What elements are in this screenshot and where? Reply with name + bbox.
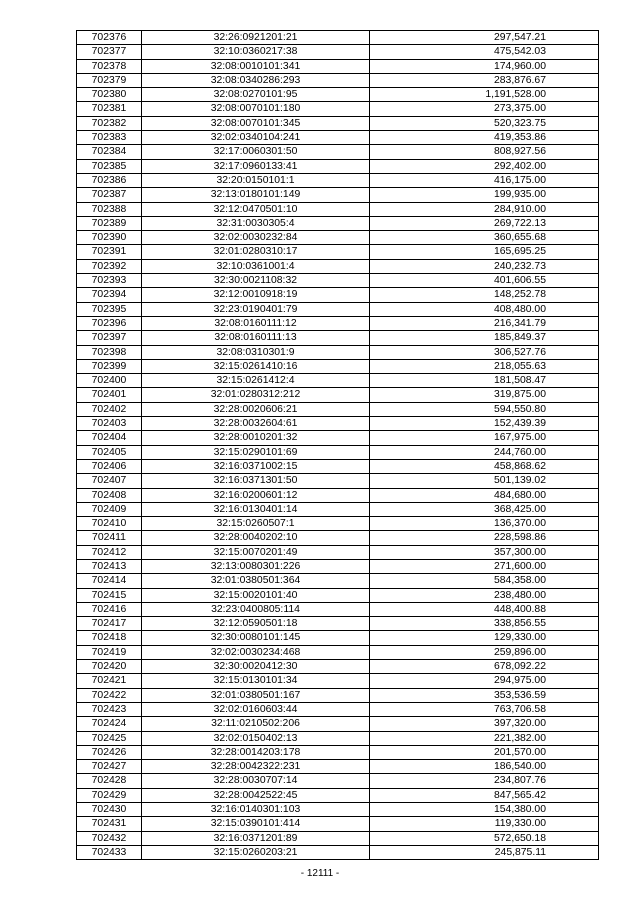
table-row bbox=[77, 388, 599, 402]
amount-cell: 136,370.00 bbox=[370, 517, 599, 531]
record-id-cell: 702396 bbox=[77, 316, 142, 330]
record-id-cell: 702417 bbox=[77, 617, 142, 631]
cadastral-number-cell: 32:12:0010918:19 bbox=[142, 288, 370, 302]
cadastral-number-cell: 32:12:0470501:10 bbox=[142, 202, 370, 216]
table-row bbox=[77, 131, 599, 145]
amount-cell: 458,868.62 bbox=[370, 459, 599, 473]
record-id-cell: 702390 bbox=[77, 231, 142, 245]
record-id-cell: 702412 bbox=[77, 545, 142, 559]
table-row bbox=[77, 102, 599, 116]
cadastral-number-cell: 32:28:0032604:61 bbox=[142, 417, 370, 431]
table-row bbox=[77, 488, 599, 502]
cadastral-number-cell: 32:30:0080101:145 bbox=[142, 631, 370, 645]
cadastral-number-cell: 32:08:0160111:13 bbox=[142, 331, 370, 345]
amount-cell: 520,323.75 bbox=[370, 116, 599, 130]
record-id-cell: 702386 bbox=[77, 173, 142, 187]
table-row bbox=[77, 502, 599, 516]
table-row bbox=[77, 645, 599, 659]
table-row bbox=[77, 216, 599, 230]
cadastral-number-cell: 32:01:0280310:17 bbox=[142, 245, 370, 259]
table-row bbox=[77, 717, 599, 731]
amount-cell: 174,960.00 bbox=[370, 59, 599, 73]
cadastral-number-cell: 32:10:0360217:38 bbox=[142, 45, 370, 59]
amount-cell: 297,547.21 bbox=[370, 31, 599, 45]
cadastral-number-cell: 32:08:0010101:341 bbox=[142, 59, 370, 73]
table-row bbox=[77, 817, 599, 831]
record-id-cell: 702398 bbox=[77, 345, 142, 359]
record-id-cell: 702401 bbox=[77, 388, 142, 402]
record-id-cell: 702426 bbox=[77, 745, 142, 759]
table-row bbox=[77, 631, 599, 645]
table-row bbox=[77, 316, 599, 330]
record-id-cell: 702408 bbox=[77, 488, 142, 502]
record-id-cell: 702404 bbox=[77, 431, 142, 445]
cadastral-number-cell: 32:17:0060301:50 bbox=[142, 145, 370, 159]
cadastral-number-cell: 32:16:0140301:103 bbox=[142, 803, 370, 817]
record-id-cell: 702428 bbox=[77, 774, 142, 788]
table-row bbox=[77, 803, 599, 817]
cadastral-number-cell: 32:28:0040202:10 bbox=[142, 531, 370, 545]
amount-cell: 475,542.03 bbox=[370, 45, 599, 59]
amount-cell: 397,320.00 bbox=[370, 717, 599, 731]
amount-cell: 484,680.00 bbox=[370, 488, 599, 502]
table-row bbox=[77, 188, 599, 202]
record-id-cell: 702431 bbox=[77, 817, 142, 831]
amount-cell: 238,480.00 bbox=[370, 588, 599, 602]
amount-cell: 353,536.59 bbox=[370, 688, 599, 702]
table-row bbox=[77, 688, 599, 702]
table-row bbox=[77, 173, 599, 187]
amount-cell: 167,975.00 bbox=[370, 431, 599, 445]
table-row bbox=[77, 31, 599, 45]
amount-cell: 234,807.76 bbox=[370, 774, 599, 788]
table-row bbox=[77, 445, 599, 459]
amount-cell: 319,875.00 bbox=[370, 388, 599, 402]
amount-cell: 221,382.00 bbox=[370, 731, 599, 745]
table-row bbox=[77, 845, 599, 859]
table-row bbox=[77, 702, 599, 716]
table-row bbox=[77, 474, 599, 488]
record-id-cell: 702406 bbox=[77, 459, 142, 473]
cadastral-number-cell: 32:15:0290101:69 bbox=[142, 445, 370, 459]
cadastral-number-cell: 32:15:0260507:1 bbox=[142, 517, 370, 531]
table-row bbox=[77, 374, 599, 388]
record-id-cell: 702378 bbox=[77, 59, 142, 73]
table-body bbox=[77, 31, 599, 860]
cadastral-number-cell: 32:30:0021108:32 bbox=[142, 274, 370, 288]
cadastral-number-cell: 32:28:0020606:21 bbox=[142, 402, 370, 416]
amount-cell: 284,910.00 bbox=[370, 202, 599, 216]
record-id-cell: 702384 bbox=[77, 145, 142, 159]
table-row bbox=[77, 259, 599, 273]
record-id-cell: 702421 bbox=[77, 674, 142, 688]
amount-cell: 678,092.22 bbox=[370, 660, 599, 674]
record-id-cell: 702393 bbox=[77, 274, 142, 288]
amount-cell: 216,341.79 bbox=[370, 316, 599, 330]
cadastral-number-cell: 32:08:0160111:12 bbox=[142, 316, 370, 330]
record-id-cell: 702427 bbox=[77, 760, 142, 774]
table-row bbox=[77, 59, 599, 73]
amount-cell: 129,330.00 bbox=[370, 631, 599, 645]
cadastral-number-cell: 32:16:0371301:50 bbox=[142, 474, 370, 488]
cadastral-number-cell: 32:15:0070201:49 bbox=[142, 545, 370, 559]
table-row bbox=[77, 159, 599, 173]
record-id-cell: 702409 bbox=[77, 502, 142, 516]
record-id-cell: 702377 bbox=[77, 45, 142, 59]
cadastral-number-cell: 32:15:0261412:4 bbox=[142, 374, 370, 388]
amount-cell: 401,606.55 bbox=[370, 274, 599, 288]
record-id-cell: 702387 bbox=[77, 188, 142, 202]
table-row bbox=[77, 745, 599, 759]
cadastral-number-cell: 32:23:0400805:114 bbox=[142, 602, 370, 616]
amount-cell: 357,300.00 bbox=[370, 545, 599, 559]
amount-cell: 292,402.00 bbox=[370, 159, 599, 173]
table-row bbox=[77, 145, 599, 159]
table-row bbox=[77, 760, 599, 774]
record-id-cell: 702418 bbox=[77, 631, 142, 645]
cadastral-number-cell: 32:17:0960133:41 bbox=[142, 159, 370, 173]
cadastral-number-cell: 32:16:0130401:14 bbox=[142, 502, 370, 516]
record-id-cell: 702420 bbox=[77, 660, 142, 674]
record-id-cell: 702392 bbox=[77, 259, 142, 273]
table-row bbox=[77, 288, 599, 302]
amount-cell: 419,353.86 bbox=[370, 131, 599, 145]
cadastral-number-cell: 32:02:0340104:241 bbox=[142, 131, 370, 145]
table-row bbox=[77, 545, 599, 559]
record-id-cell: 702382 bbox=[77, 116, 142, 130]
amount-cell: 271,600.00 bbox=[370, 559, 599, 573]
record-id-cell: 702414 bbox=[77, 574, 142, 588]
cadastral-number-cell: 32:30:0020412:30 bbox=[142, 660, 370, 674]
record-id-cell: 702379 bbox=[77, 73, 142, 87]
amount-cell: 240,232.73 bbox=[370, 259, 599, 273]
record-id-cell: 702402 bbox=[77, 402, 142, 416]
record-id-cell: 702416 bbox=[77, 602, 142, 616]
table-row bbox=[77, 73, 599, 87]
table-row bbox=[77, 774, 599, 788]
table-row bbox=[77, 359, 599, 373]
record-id-cell: 702432 bbox=[77, 831, 142, 845]
cadastral-number-cell: 32:01:0380501:167 bbox=[142, 688, 370, 702]
cadastral-number-cell: 32:13:0180101:149 bbox=[142, 188, 370, 202]
cadastral-number-cell: 32:08:0070101:345 bbox=[142, 116, 370, 130]
amount-cell: 416,175.00 bbox=[370, 173, 599, 187]
record-id-cell: 702385 bbox=[77, 159, 142, 173]
cadastral-number-cell: 32:28:0042322:231 bbox=[142, 760, 370, 774]
amount-cell: 594,550.80 bbox=[370, 402, 599, 416]
cadastral-number-cell: 32:15:0261410:16 bbox=[142, 359, 370, 373]
cadastral-number-cell: 32:15:0130101:34 bbox=[142, 674, 370, 688]
record-id-cell: 702395 bbox=[77, 302, 142, 316]
record-id-cell: 702424 bbox=[77, 717, 142, 731]
cadastral-number-cell: 32:01:0380501:364 bbox=[142, 574, 370, 588]
table-row bbox=[77, 617, 599, 631]
amount-cell: 186,540.00 bbox=[370, 760, 599, 774]
table-row bbox=[77, 831, 599, 845]
record-id-cell: 702394 bbox=[77, 288, 142, 302]
table-row bbox=[77, 345, 599, 359]
amount-cell: 119,330.00 bbox=[370, 817, 599, 831]
table-row bbox=[77, 116, 599, 130]
amount-cell: 408,480.00 bbox=[370, 302, 599, 316]
table-row bbox=[77, 517, 599, 531]
cadastral-number-cell: 32:08:0340286:293 bbox=[142, 73, 370, 87]
cadastral-number-cell: 32:01:0280312:212 bbox=[142, 388, 370, 402]
cadastral-number-cell: 32:10:0361001:4 bbox=[142, 259, 370, 273]
page-number: - 12111 - bbox=[300, 868, 340, 879]
table-row bbox=[77, 531, 599, 545]
table-row bbox=[77, 660, 599, 674]
table-row bbox=[77, 402, 599, 416]
cadastral-number-cell: 32:02:0030232:84 bbox=[142, 231, 370, 245]
table-row bbox=[77, 302, 599, 316]
table-row bbox=[77, 88, 599, 102]
cadastral-number-cell: 32:28:0010201:32 bbox=[142, 431, 370, 445]
record-id-cell: 702423 bbox=[77, 702, 142, 716]
record-id-cell: 702400 bbox=[77, 374, 142, 388]
record-id-cell: 702399 bbox=[77, 359, 142, 373]
cadastral-number-cell: 32:15:0260203:21 bbox=[142, 845, 370, 859]
cadastral-number-cell: 32:15:0390101:414 bbox=[142, 817, 370, 831]
record-id-cell: 702419 bbox=[77, 645, 142, 659]
cadastral-values-table bbox=[76, 30, 599, 860]
amount-cell: 199,935.00 bbox=[370, 188, 599, 202]
cadastral-number-cell: 32:31:0030305:4 bbox=[142, 216, 370, 230]
record-id-cell: 702380 bbox=[77, 88, 142, 102]
record-id-cell: 702422 bbox=[77, 688, 142, 702]
table-row bbox=[77, 417, 599, 431]
amount-cell: 306,527.76 bbox=[370, 345, 599, 359]
amount-cell: 763,706.58 bbox=[370, 702, 599, 716]
amount-cell: 847,565.42 bbox=[370, 788, 599, 802]
record-id-cell: 702403 bbox=[77, 417, 142, 431]
record-id-cell: 702425 bbox=[77, 731, 142, 745]
table-row bbox=[77, 731, 599, 745]
cadastral-number-cell: 32:28:0014203:178 bbox=[142, 745, 370, 759]
amount-cell: 228,598.86 bbox=[370, 531, 599, 545]
amount-cell: 1,191,528.00 bbox=[370, 88, 599, 102]
amount-cell: 448,400.88 bbox=[370, 602, 599, 616]
cadastral-number-cell: 32:11:0210502:206 bbox=[142, 717, 370, 731]
amount-cell: 218,055.63 bbox=[370, 359, 599, 373]
cadastral-number-cell: 32:08:0270101:95 bbox=[142, 88, 370, 102]
table-row bbox=[77, 231, 599, 245]
cadastral-number-cell: 32:02:0160603:44 bbox=[142, 702, 370, 716]
table-row bbox=[77, 202, 599, 216]
cadastral-number-cell: 32:13:0080301:226 bbox=[142, 559, 370, 573]
amount-cell: 360,655.68 bbox=[370, 231, 599, 245]
amount-cell: 154,380.00 bbox=[370, 803, 599, 817]
cadastral-number-cell: 32:20:0150101:1 bbox=[142, 173, 370, 187]
amount-cell: 181,508.47 bbox=[370, 374, 599, 388]
record-id-cell: 702407 bbox=[77, 474, 142, 488]
table-row bbox=[77, 459, 599, 473]
cadastral-number-cell: 32:16:0371002:15 bbox=[142, 459, 370, 473]
table-row bbox=[77, 588, 599, 602]
cadastral-number-cell: 32:28:0030707:14 bbox=[142, 774, 370, 788]
amount-cell: 152,439.39 bbox=[370, 417, 599, 431]
amount-cell: 584,358.00 bbox=[370, 574, 599, 588]
record-id-cell: 702429 bbox=[77, 788, 142, 802]
table-row bbox=[77, 674, 599, 688]
amount-cell: 165,695.25 bbox=[370, 245, 599, 259]
cadastral-number-cell: 32:26:0921201:21 bbox=[142, 31, 370, 45]
table-row bbox=[77, 602, 599, 616]
record-id-cell: 702391 bbox=[77, 245, 142, 259]
amount-cell: 269,722.13 bbox=[370, 216, 599, 230]
record-id-cell: 702389 bbox=[77, 216, 142, 230]
cadastral-number-cell: 32:16:0200601:12 bbox=[142, 488, 370, 502]
record-id-cell: 702430 bbox=[77, 803, 142, 817]
record-id-cell: 702376 bbox=[77, 31, 142, 45]
record-id-cell: 702413 bbox=[77, 559, 142, 573]
cadastral-number-cell: 32:28:0042522:45 bbox=[142, 788, 370, 802]
record-id-cell: 702381 bbox=[77, 102, 142, 116]
amount-cell: 201,570.00 bbox=[370, 745, 599, 759]
cadastral-number-cell: 32:08:0070101:180 bbox=[142, 102, 370, 116]
table-row bbox=[77, 788, 599, 802]
record-id-cell: 702433 bbox=[77, 845, 142, 859]
cadastral-number-cell: 32:15:0020101:40 bbox=[142, 588, 370, 602]
cadastral-number-cell: 32:16:0371201:89 bbox=[142, 831, 370, 845]
amount-cell: 338,856.55 bbox=[370, 617, 599, 631]
cadastral-number-cell: 32:08:0310301:9 bbox=[142, 345, 370, 359]
amount-cell: 294,975.00 bbox=[370, 674, 599, 688]
amount-cell: 368,425.00 bbox=[370, 502, 599, 516]
record-id-cell: 702415 bbox=[77, 588, 142, 602]
amount-cell: 259,896.00 bbox=[370, 645, 599, 659]
amount-cell: 283,876.67 bbox=[370, 73, 599, 87]
table-row bbox=[77, 331, 599, 345]
record-id-cell: 702410 bbox=[77, 517, 142, 531]
table-row bbox=[77, 245, 599, 259]
record-id-cell: 702383 bbox=[77, 131, 142, 145]
cadastral-number-cell: 32:23:0190401:79 bbox=[142, 302, 370, 316]
cadastral-number-cell: 32:02:0150402:13 bbox=[142, 731, 370, 745]
table-row bbox=[77, 574, 599, 588]
amount-cell: 501,139.02 bbox=[370, 474, 599, 488]
record-id-cell: 702397 bbox=[77, 331, 142, 345]
record-id-cell: 702405 bbox=[77, 445, 142, 459]
table-row bbox=[77, 45, 599, 59]
amount-cell: 808,927.56 bbox=[370, 145, 599, 159]
amount-cell: 245,875.11 bbox=[370, 845, 599, 859]
cadastral-number-cell: 32:12:0590501:18 bbox=[142, 617, 370, 631]
cadastral-number-cell: 32:02:0030234:468 bbox=[142, 645, 370, 659]
record-id-cell: 702388 bbox=[77, 202, 142, 216]
amount-cell: 273,375.00 bbox=[370, 102, 599, 116]
amount-cell: 572,650.18 bbox=[370, 831, 599, 845]
record-id-cell: 702411 bbox=[77, 531, 142, 545]
table-row bbox=[77, 559, 599, 573]
amount-cell: 148,252.78 bbox=[370, 288, 599, 302]
table-row bbox=[77, 431, 599, 445]
amount-cell: 244,760.00 bbox=[370, 445, 599, 459]
table-row bbox=[77, 274, 599, 288]
amount-cell: 185,849.37 bbox=[370, 331, 599, 345]
